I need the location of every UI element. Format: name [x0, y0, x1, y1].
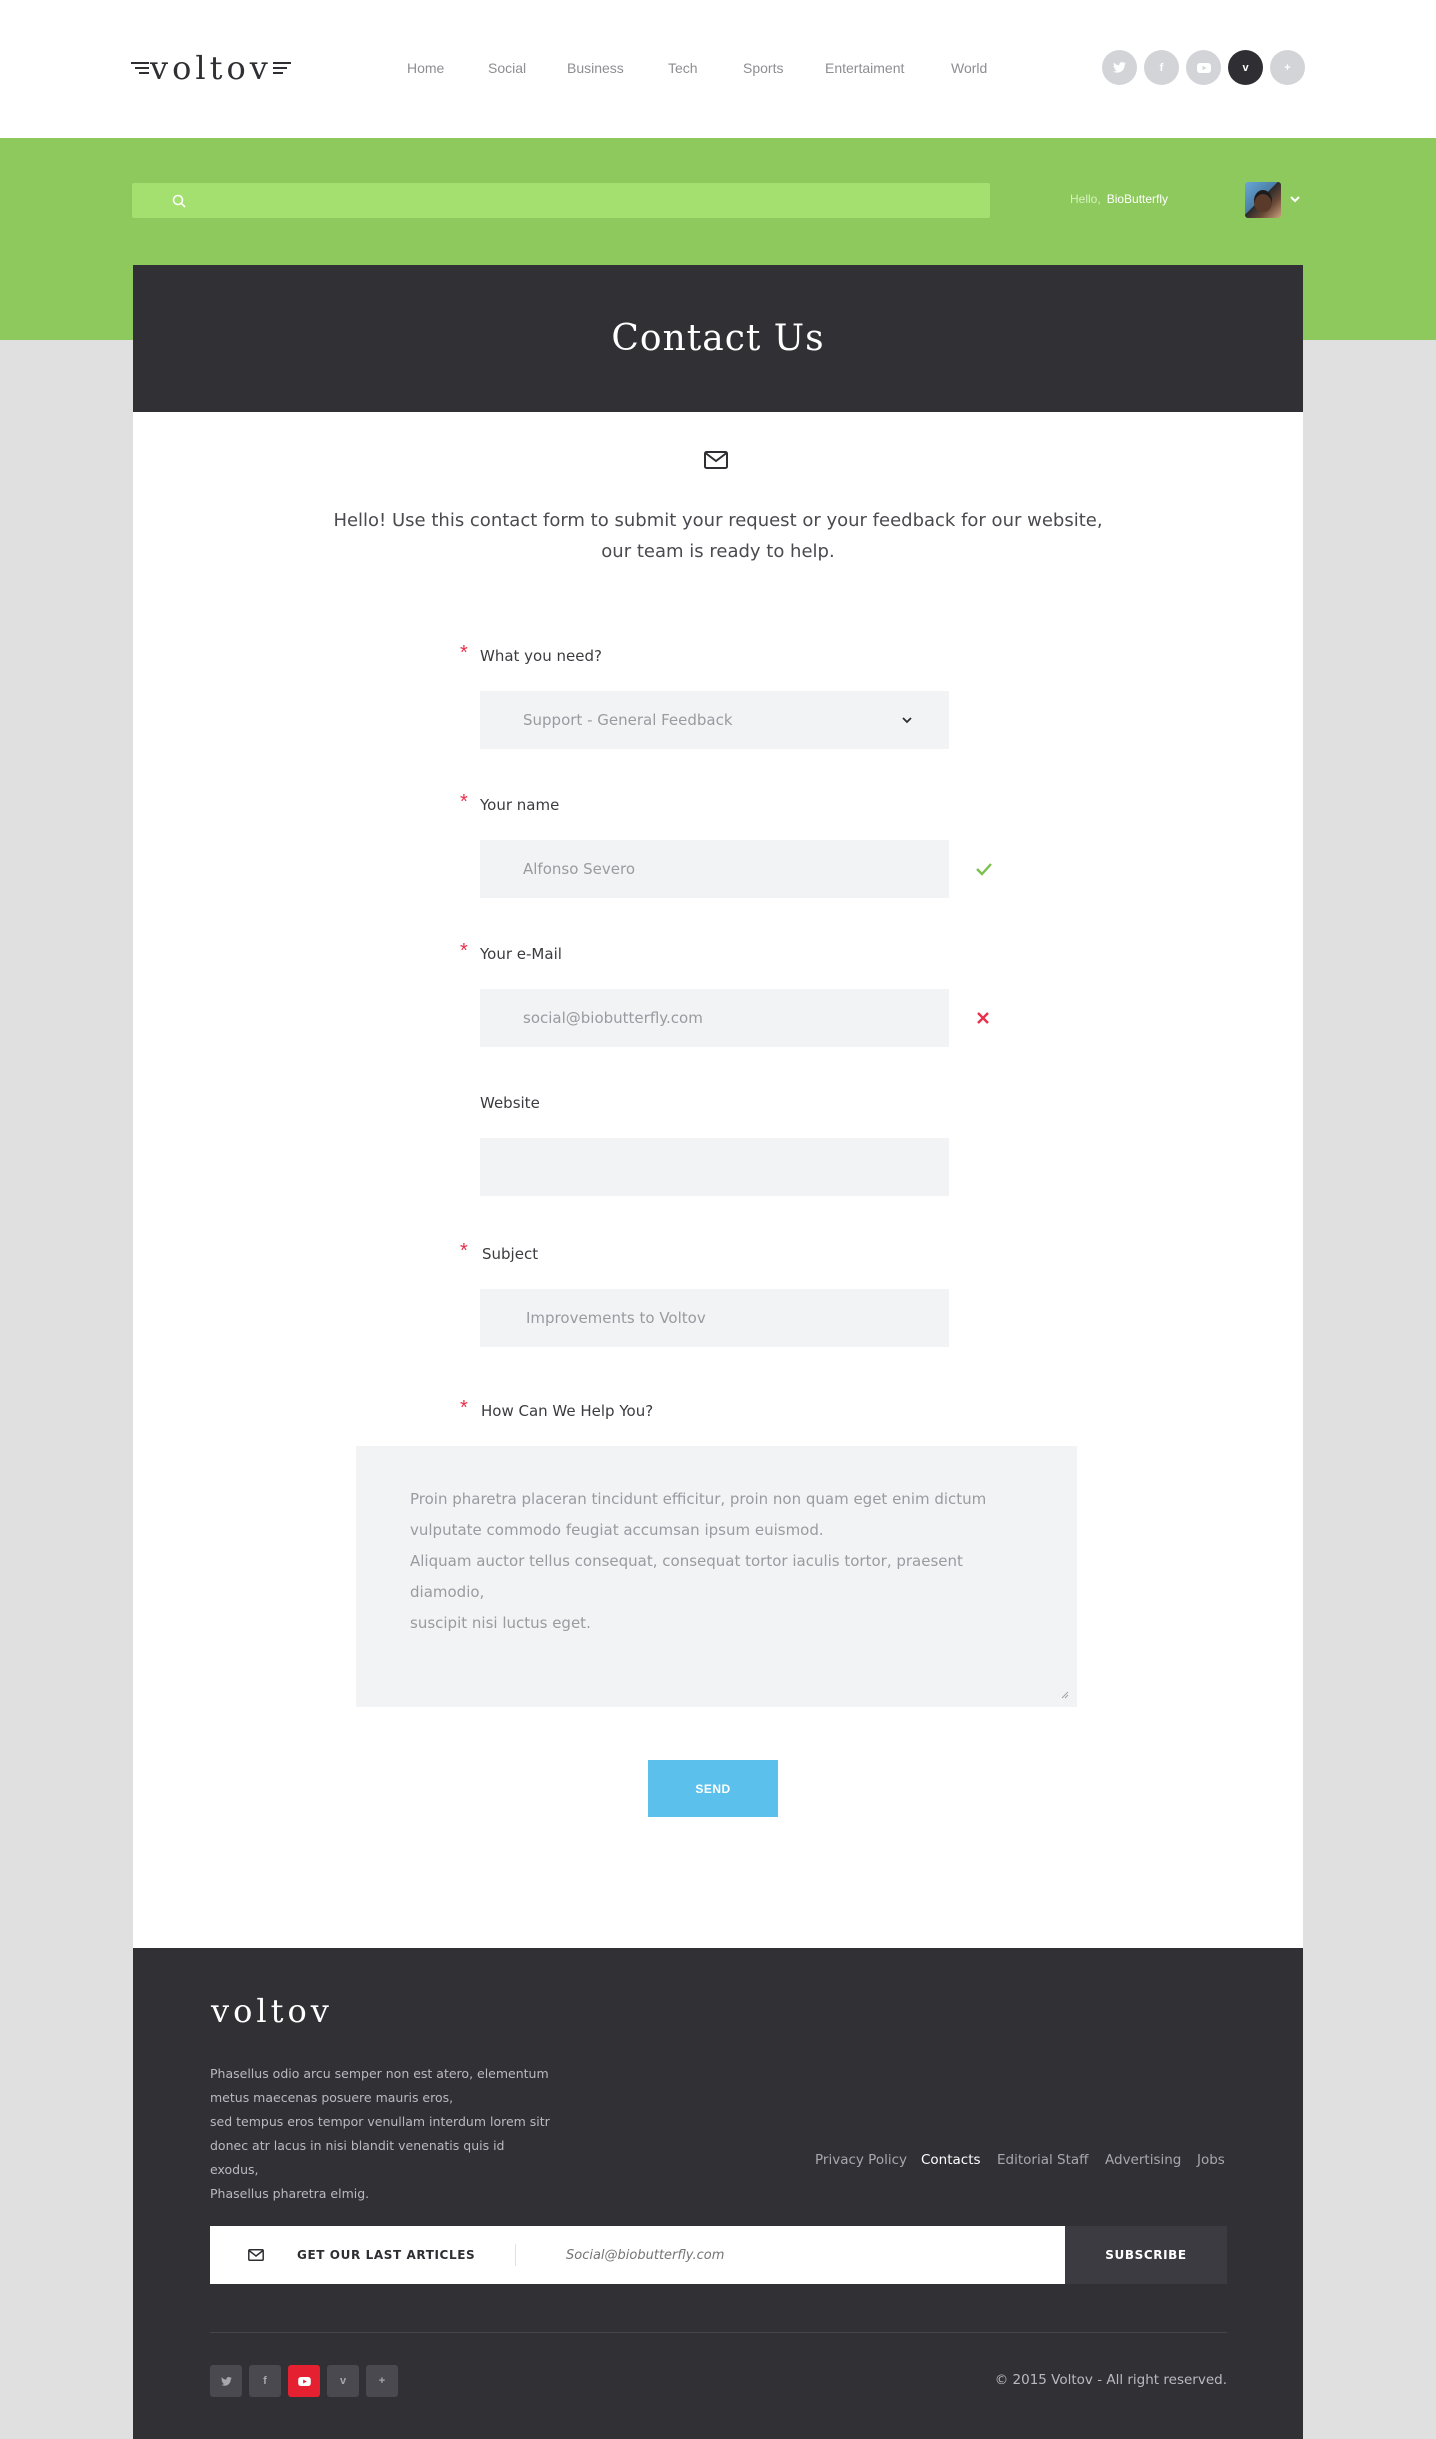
about-line: Phasellus pharetra elmig. — [210, 2186, 370, 2201]
resize-grip-icon[interactable] — [1061, 1691, 1069, 1699]
logo-wing-right — [273, 62, 291, 74]
nav-home[interactable]: Home — [407, 60, 445, 76]
website-field[interactable] — [480, 1138, 949, 1196]
intro-text — [333, 505, 1103, 567]
nav-social[interactable]: Social — [488, 60, 527, 76]
subject-label: Subject — [482, 1245, 539, 1263]
divider — [515, 2244, 516, 2266]
avatar[interactable] — [1245, 182, 1281, 218]
required-mark: * — [460, 1397, 468, 1419]
chevron-down-icon — [901, 715, 913, 725]
subscribe-button[interactable]: SUBSCRIBE — [1065, 2226, 1227, 2284]
search-bar[interactable] — [132, 183, 990, 218]
nav-entertainment[interactable]: Entertaiment — [825, 60, 905, 76]
newsletter-label: GET OUR LAST ARTICLES — [297, 2248, 476, 2262]
nav-business[interactable]: Business — [567, 60, 624, 76]
need-label: What you need? — [480, 647, 602, 665]
footer-divider — [210, 2332, 1227, 2333]
username[interactable]: BioButterfly — [1106, 192, 1169, 206]
name-field-value: Alfonso Severo — [523, 860, 636, 878]
facebook-icon[interactable]: f — [249, 2365, 281, 2397]
about-line: sed tempus eros tempor venullam interdum lorem sitr — [210, 2114, 550, 2129]
youtube-icon[interactable] — [1186, 50, 1221, 85]
plus-icon[interactable]: + — [1270, 50, 1305, 85]
twitter-icon[interactable] — [1102, 50, 1137, 85]
site-logo[interactable] — [131, 50, 291, 86]
youtube-icon[interactable] — [288, 2365, 320, 2397]
footer-link-editorial[interactable]: Editorial Staff — [997, 2152, 1089, 2168]
copyright: © 2015 Voltov - All right reserved. — [994, 2372, 1227, 2388]
required-mark: * — [460, 791, 468, 813]
name-label: Your name — [480, 796, 560, 814]
footer — [133, 1948, 1303, 2439]
chevron-down-icon[interactable] — [1289, 193, 1301, 205]
intro-line: our team is ready to help. — [601, 541, 835, 562]
error-x-icon — [975, 1010, 991, 1026]
send-button[interactable]: SEND — [648, 1760, 778, 1817]
top-header — [0, 0, 1436, 138]
nav-world[interactable]: World — [951, 60, 988, 76]
logo-wing-left — [131, 62, 149, 74]
email-field[interactable] — [480, 989, 949, 1047]
user-greeting — [1070, 192, 1168, 206]
mail-icon — [704, 451, 728, 469]
intro-line: Hello! Use this contact form to submit your request or your feedback for our website, — [333, 510, 1103, 531]
twitter-icon[interactable] — [210, 2365, 242, 2397]
footer-link-jobs[interactable]: Jobs — [1197, 2152, 1225, 2168]
message-line: suscipit nisi luctus eget. — [410, 1614, 591, 1632]
footer-link-advertising[interactable]: Advertising — [1105, 2152, 1182, 2168]
footer-link-contacts[interactable]: Contacts — [921, 2152, 981, 2168]
footer-about — [210, 2062, 555, 2206]
subject-field[interactable] — [480, 1289, 949, 1347]
page-title: Contact Us — [611, 318, 825, 359]
mail-icon — [248, 2249, 264, 2261]
need-select-value: Support - General Feedback — [523, 711, 733, 729]
message-textarea[interactable] — [356, 1446, 1077, 1707]
vimeo-icon[interactable]: v — [327, 2365, 359, 2397]
vimeo-icon[interactable]: v — [1228, 50, 1263, 85]
footer-logo-text: voltov — [211, 1992, 333, 2030]
page-header — [133, 265, 1303, 412]
header-social-links — [1102, 50, 1305, 85]
checkmark-icon — [974, 861, 994, 877]
footer-logo[interactable] — [210, 1993, 334, 2029]
about-line: metus maecenas posuere mauris eros, — [210, 2090, 454, 2105]
required-mark: * — [460, 1240, 468, 1262]
footer-link-privacy[interactable]: Privacy Policy — [815, 2152, 908, 2168]
message-label: How Can We Help You? — [481, 1402, 654, 1420]
required-mark: * — [460, 642, 468, 664]
plus-icon[interactable]: + — [366, 2365, 398, 2397]
search-input[interactable] — [196, 183, 990, 218]
newsletter-email-input[interactable] — [566, 2240, 1046, 2270]
footer-social-links — [210, 2365, 398, 2397]
subject-field-value: Improvements to Voltov — [526, 1309, 706, 1327]
nav-sports[interactable]: Sports — [743, 60, 784, 76]
facebook-icon[interactable]: f — [1144, 50, 1179, 85]
greeting-text: Hello, — [1070, 192, 1101, 206]
about-line: Phasellus odio arcu semper non est atero, elementum — [210, 2066, 549, 2081]
contact-card — [133, 265, 1303, 1948]
required-mark: * — [460, 940, 468, 962]
logo-text: voltov — [150, 49, 272, 87]
message-line: Aliquam auctor tellus consequat, consequat tortor iaculis tortor, praesent diamodio, — [410, 1552, 963, 1601]
message-line: Proin pharetra placeran tincidunt efficitur, proin non quam eget enim dictum — [410, 1490, 987, 1508]
website-label: Website — [480, 1094, 540, 1112]
name-field[interactable] — [480, 840, 949, 898]
message-line: vulputate commodo feugiat accumsan ipsum euismod. — [410, 1521, 824, 1539]
email-field-value: social@biobutterfly.com — [523, 1009, 703, 1027]
newsletter-form — [210, 2226, 1227, 2284]
nav-tech[interactable]: Tech — [668, 60, 698, 76]
about-line: donec atr lacus in nisi blandit venenatis quis id exodus, — [210, 2138, 505, 2177]
email-label: Your e-Mail — [480, 945, 562, 963]
need-select[interactable] — [480, 691, 949, 749]
search-icon — [172, 194, 186, 208]
